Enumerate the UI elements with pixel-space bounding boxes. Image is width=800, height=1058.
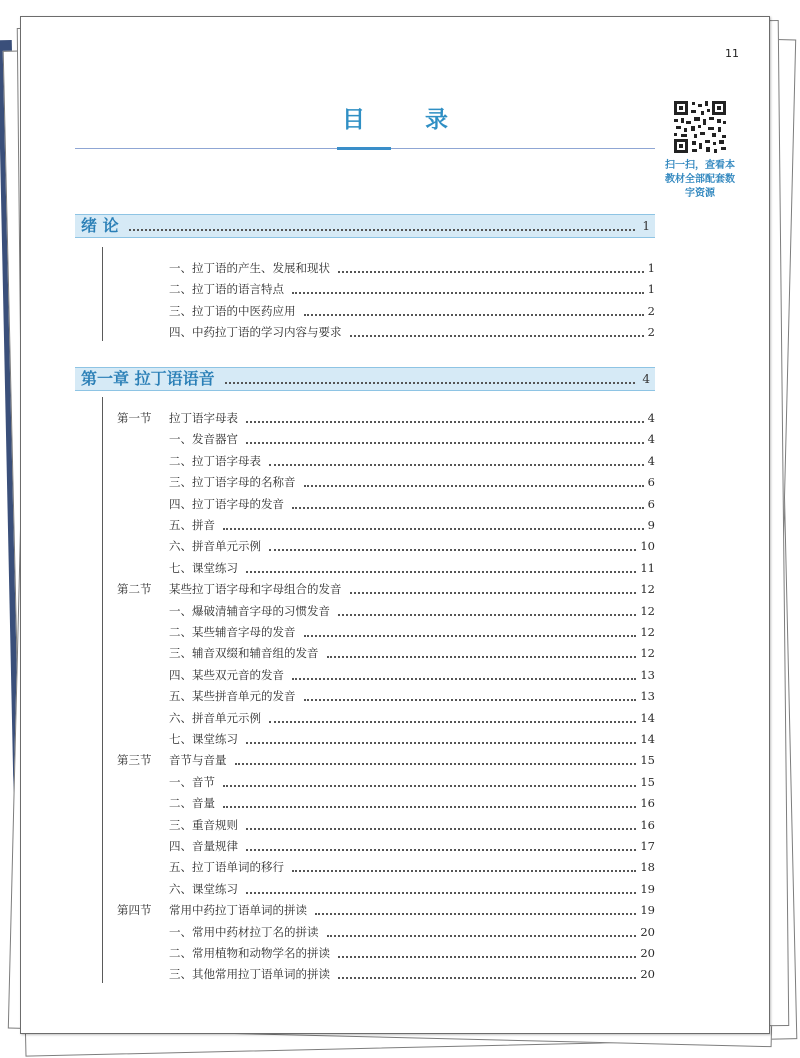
dot-leader	[246, 442, 644, 444]
dot-leader	[350, 335, 644, 337]
toc-entry-title: 四、拉丁语字母的发音	[169, 496, 284, 511]
toc-entry-page: 12	[640, 603, 655, 618]
dot-leader	[223, 806, 636, 808]
toc-entry-page: 6	[647, 475, 655, 490]
toc-entry[interactable]	[169, 816, 655, 834]
dot-leader	[269, 549, 636, 551]
toc-entry-title: 六、拼音单元示例	[169, 710, 261, 725]
toc-entry-page: 14	[640, 732, 655, 746]
toc-section-entry[interactable]	[169, 580, 655, 598]
toc-entry[interactable]	[169, 709, 655, 727]
toc-entry-page: 4	[647, 411, 655, 425]
toc-entry-title: 三、其他常用拉丁语单词的拼读	[169, 967, 330, 982]
section-page-number: 4	[642, 372, 650, 386]
toc-entry-title: 一、发音器官	[169, 432, 238, 447]
toc-entry-title: 一、爆破清辅音字母的习惯发音	[169, 603, 330, 618]
toc-section-entry[interactable]	[169, 751, 655, 769]
dot-leader	[315, 913, 636, 915]
toc-entry-page: 15	[640, 753, 655, 768]
toc-section-entry[interactable]	[169, 901, 655, 919]
toc-entry-page: 20	[640, 924, 655, 939]
toc-entry-page: 17	[640, 839, 655, 853]
dot-leader	[327, 656, 637, 658]
toc-entry-title: 拉丁语字母表	[169, 411, 238, 425]
dot-leader	[246, 849, 636, 851]
toc-entry[interactable]	[169, 965, 655, 983]
dot-leader	[129, 229, 635, 231]
toc-entry[interactable]	[169, 837, 655, 855]
dot-leader	[269, 721, 636, 723]
toc-entry-page: 14	[640, 710, 655, 725]
toc-entry-title: 某些拉丁语字母和字母组合的发音	[169, 582, 342, 597]
toc-entry-title: 音节与音量	[169, 753, 227, 768]
toc-entry[interactable]	[169, 773, 655, 791]
toc-entry[interactable]	[169, 794, 655, 812]
toc-entry-title: 三、拉丁语字母的名称音	[169, 475, 296, 490]
qr-code-icon[interactable]	[672, 99, 728, 155]
toc-entry-page: 13	[640, 689, 655, 704]
dot-leader	[292, 292, 644, 294]
toc-entry-page: 11	[640, 560, 655, 575]
toc-entry-title: 二、常用植物和动物学名的拼读	[169, 946, 330, 960]
dot-leader	[246, 892, 636, 894]
toc-entry[interactable]	[169, 495, 655, 513]
toc-entry-title: 三、重音规则	[169, 817, 238, 832]
chapter-section-number: 第四节	[117, 903, 152, 918]
page-title: 目 录	[341, 107, 474, 133]
dot-leader	[304, 699, 637, 701]
dot-leader	[223, 785, 636, 787]
toc-entry-title: 四、某些双元音的发音	[169, 667, 284, 682]
toc-entry-title: 一、常用中药材拉丁名的拼读	[169, 924, 319, 939]
toc-entry[interactable]	[169, 559, 655, 577]
dot-leader	[269, 464, 644, 466]
toc-entry-page: 18	[640, 860, 655, 875]
toc-entry-title: 六、课堂练习	[169, 881, 238, 896]
toc-entry-page: 12	[640, 582, 655, 597]
dot-leader	[338, 956, 636, 958]
chapter-section-number: 第三节	[117, 753, 152, 768]
toc-entry[interactable]	[169, 452, 655, 470]
dot-leader	[338, 977, 636, 979]
toc-entry-title: 五、拼音	[169, 518, 215, 532]
dot-leader	[304, 485, 644, 487]
toc-entry-page: 20	[640, 967, 655, 982]
toc-entry-title: 二、音量	[169, 796, 215, 811]
dot-leader	[292, 507, 644, 509]
toc-entry-page: 19	[640, 903, 655, 918]
toc-entry[interactable]	[169, 880, 655, 898]
toc-entry-page: 10	[640, 539, 655, 554]
toc-entry-title: 二、某些辅音字母的发音	[169, 625, 296, 639]
toc-entry-page: 4	[647, 453, 655, 468]
toc-guide-line	[102, 247, 103, 341]
toc-entry[interactable]	[169, 730, 655, 748]
title-accent-bar	[337, 147, 391, 150]
qr-caption: 扫一扫，查看本教材全部配套数字资源	[665, 160, 735, 199]
dot-leader	[246, 828, 636, 830]
dot-leader	[292, 678, 636, 680]
section-page-number: 1	[642, 219, 650, 233]
toc-entry-page: 2	[647, 325, 655, 340]
dot-leader	[246, 742, 636, 744]
toc-entry-page: 1	[647, 282, 655, 297]
toc-entry-title: 六、拼音单元示例	[169, 539, 261, 554]
toc-entry-title: 一、音节	[169, 774, 215, 789]
section-header[interactable]	[75, 214, 655, 238]
section-title: 绪 论	[81, 216, 119, 235]
toc-entry[interactable]	[169, 537, 655, 555]
toc-entry-title: 常用中药拉丁语单词的拼读	[169, 903, 307, 918]
toc-entry-title: 五、拉丁语单词的移行	[169, 860, 284, 875]
toc-entry-page: 12	[640, 625, 655, 639]
toc-entry-page: 13	[640, 667, 655, 682]
toc-entry-title: 一、拉丁语的产生、发展和现状	[169, 261, 330, 275]
toc-entry[interactable]	[169, 923, 655, 941]
toc-entry[interactable]	[169, 323, 655, 341]
toc-entry[interactable]	[169, 602, 655, 620]
toc-entry-page: 4	[647, 432, 655, 447]
toc-entry[interactable]	[169, 687, 655, 705]
toc-entry-page: 1	[647, 261, 655, 275]
dot-leader	[246, 571, 636, 573]
toc-entry-page: 9	[647, 518, 655, 532]
toc-entry[interactable]	[169, 473, 655, 491]
dot-leader	[235, 763, 637, 765]
toc-entry-title: 三、拉丁语的中医药应用	[169, 303, 296, 318]
dot-leader	[304, 635, 637, 637]
dot-leader	[292, 870, 636, 872]
toc-entry[interactable]	[169, 666, 655, 684]
toc-entry[interactable]	[169, 259, 655, 277]
chapter-section-number: 第一节	[117, 411, 152, 425]
toc-entry-page: 16	[640, 796, 655, 811]
toc-entry-page: 19	[640, 881, 655, 896]
dot-leader	[223, 528, 644, 530]
toc-entry-title: 四、中药拉丁语的学习内容与要求	[169, 325, 342, 340]
toc-entry-page: 20	[640, 946, 655, 960]
dot-leader	[225, 382, 635, 384]
toc-entry-page: 16	[640, 817, 655, 832]
toc-page	[20, 16, 770, 1034]
toc-entry[interactable]	[169, 516, 655, 534]
toc-entry-page: 6	[647, 496, 655, 511]
toc-entry[interactable]	[169, 302, 655, 320]
toc-entry[interactable]	[169, 280, 655, 298]
toc-entry-title: 二、拉丁语的语言特点	[169, 282, 284, 297]
toc-entry-title: 三、辅音双缀和辅音组的发音	[169, 646, 319, 661]
dot-leader	[350, 592, 637, 594]
dot-leader	[338, 271, 644, 273]
toc-section-entry[interactable]	[169, 409, 655, 427]
toc-entry-page: 2	[647, 303, 655, 318]
section-title: 第一章 拉丁语语音	[81, 369, 215, 388]
toc-entry[interactable]	[169, 644, 655, 662]
toc-entry[interactable]	[169, 430, 655, 448]
toc-entry-title: 二、拉丁语字母表	[169, 453, 261, 468]
dot-leader	[246, 421, 644, 423]
toc-entry-title: 七、课堂练习	[169, 732, 238, 746]
toc-entry[interactable]	[169, 858, 655, 876]
toc-entry-title: 五、某些拼音单元的发音	[169, 689, 296, 704]
dot-leader	[304, 314, 644, 316]
toc-guide-line	[102, 397, 103, 983]
page-number: 11	[725, 47, 739, 60]
section-header[interactable]	[75, 367, 655, 391]
dot-leader	[327, 935, 637, 937]
chapter-section-number: 第二节	[117, 582, 152, 597]
toc-entry[interactable]	[169, 944, 655, 962]
toc-entry-page: 15	[640, 774, 655, 789]
toc-entry-title: 七、课堂练习	[169, 560, 238, 575]
dot-leader	[338, 614, 636, 616]
toc-entry-page: 12	[640, 646, 655, 661]
toc-entry[interactable]	[169, 623, 655, 641]
toc-entry-title: 四、音量规律	[169, 839, 238, 853]
